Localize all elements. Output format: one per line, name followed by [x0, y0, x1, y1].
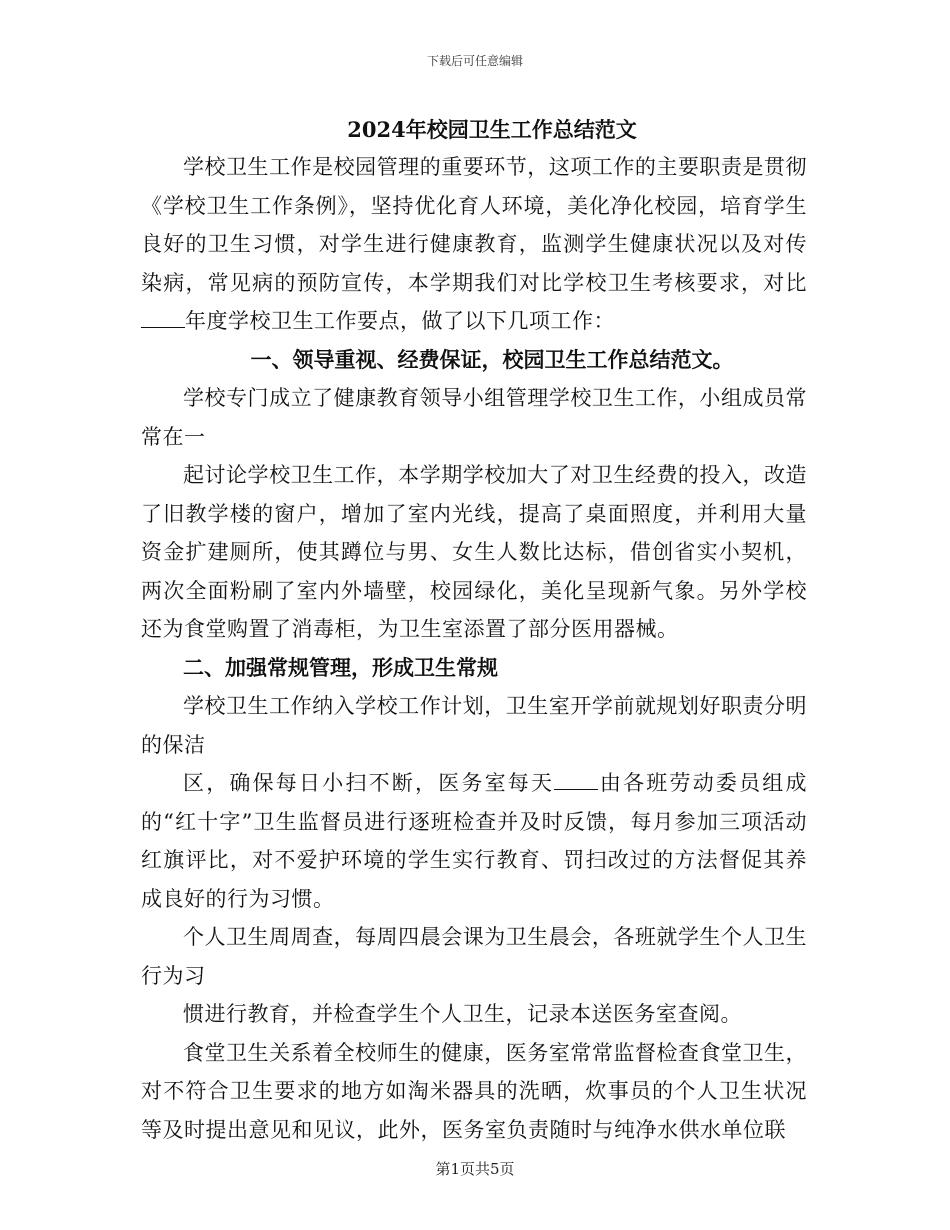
paragraph-intro [141, 148, 807, 341]
paragraph-5-text-1: 区，确保每日小扫不断，医务室每天 [183, 771, 555, 795]
section-heading-2: 二、加强常规管理，形成卫生常规 [183, 654, 498, 680]
blank-underline [554, 771, 598, 790]
paragraph-intro-text-2: 年度学校卫生工作要点，做了以下几项工作： [185, 309, 615, 333]
paragraph-5-text-2: 由各班劳动委员组成的“红十字”卫生监督员进行逐班检查并及时反馈，每月参加三项活动红旗评比，对不爱护环境的学生实行教育、罚扫改过的方法督促其养成良好的行为习惯。 [141, 771, 808, 911]
paragraph-8: 食堂卫生关系着全校师生的健康，医务室常常监督检查食堂卫生，对不符合卫生要求的地方如淘米器具的洗晒，炊事员的个人卫生状况等及时提出意见和见议，此外，医务室负责随时与纯净水供水单位联 [141, 1040, 807, 1142]
paragraph-4: 学校卫生工作纳入学校工作计划，卫生室开学前就规划好职责分明的保洁 [141, 694, 807, 757]
blank-underline [141, 309, 185, 328]
document-title: 2024年校园卫生工作总结范文 [347, 117, 637, 142]
paragraph-3: 起讨论学校卫生工作，本学期学校加大了对卫生经费的投入，改造了旧教学楼的窗户，增加了室内光线，提高了桌面照度，并利用大量资金扩建厕所，使其蹲位与男、女生人数比达标，借创省实小契机，两次全面粉刷了室内外墙壁，校园绿化，美化呈现新气象。另外学校还为食堂购置了消毒柜，为卫生室添置了部分医用器械。 [141, 463, 807, 641]
paragraph-5 [141, 764, 807, 918]
section-heading-1: 一、领导重视、经费保证，校园卫生工作总结范文。 [250, 346, 734, 372]
page-footer: 第1页共5页 [435, 1160, 515, 1178]
paragraph-6: 个人卫生周周查，每周四晨会课为卫生晨会，各班就学生个人卫生行为习 [141, 925, 807, 988]
paragraph-intro-text-1: 学校卫生工作是校园管理的重要环节，这项工作的主要职责是贯彻《学校卫生工作条例》，坚持优化育人环境，美化净化校园，培育学生良好的卫生习惯，对学生进行健康教育，监测学生健康状况以及对传染病，常见病的预防宣传，本学期我们对比学校卫生考核要求，对比 [141, 155, 807, 295]
paragraph-2: 学校专门成立了健康教育领导小组管理学校卫生工作，小组成员常常在一 [141, 386, 807, 449]
page-header: 下载后可任意编辑 [426, 54, 523, 68]
paragraph-7: 惯进行教育，并检查学生个人卫生，记录本送医务室查阅。 [183, 1002, 742, 1026]
document-body [141, 112, 807, 1149]
